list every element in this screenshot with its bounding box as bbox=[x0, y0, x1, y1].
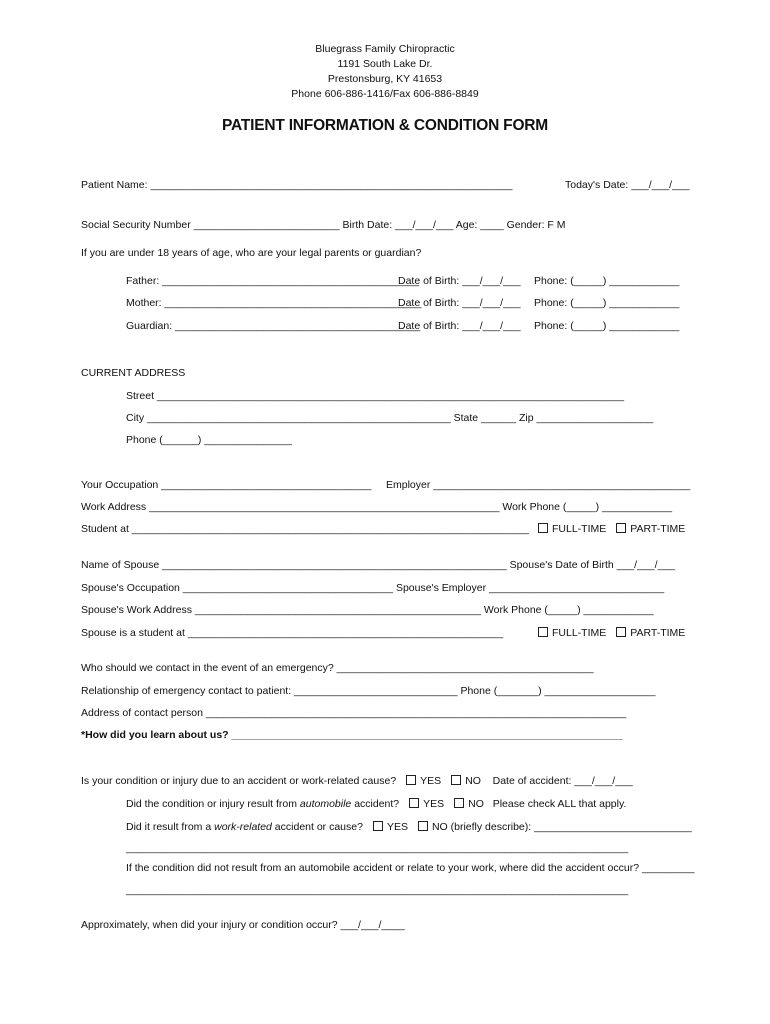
auto-no-checkbox[interactable] bbox=[454, 798, 464, 808]
accident-yes-checkbox[interactable] bbox=[406, 775, 416, 785]
spouse-part-time-label: PART-TIME bbox=[630, 627, 686, 639]
guardian-field[interactable]: Guardian: __________________________________________ bbox=[126, 320, 421, 332]
father-dob-field[interactable]: Date of Birth: ___/___/___ bbox=[398, 275, 521, 287]
mother-dob-field[interactable]: Date of Birth: ___/___/___ bbox=[398, 297, 521, 309]
work-yes-label: YES bbox=[386, 821, 408, 833]
work-address-field[interactable]: Work Address ____________________________________________________________ Work Phone (_____) ____________ bbox=[81, 501, 673, 513]
work-question-prefix: Did it result from a bbox=[126, 821, 215, 833]
father-phone-field[interactable]: Phone: (_____) ____________ bbox=[534, 275, 680, 287]
address-phone-field[interactable]: Phone (______) _______________ bbox=[126, 434, 292, 446]
part-time-label: PART-TIME bbox=[630, 523, 686, 535]
practice-street: 1191 South Lake Dr. bbox=[337, 58, 433, 70]
practice-name: Bluegrass Family Chiropractic bbox=[315, 43, 455, 55]
guardian-phone-field[interactable]: Phone: (_____) ____________ bbox=[534, 320, 680, 332]
relationship-field[interactable]: Relationship of emergency contact to patient: ____________________________ Phone (_______) ___________________ bbox=[81, 685, 656, 697]
street-field[interactable]: Street ________________________________________________________________________________ bbox=[126, 390, 625, 402]
form-title: PATIENT INFORMATION & CONDITION FORM bbox=[221, 117, 549, 134]
contact-address-field[interactable]: Address of contact person ________________________________________________________________________ bbox=[81, 707, 627, 719]
work-no-describe-field[interactable]: NO (briefly describe): ___________________________ bbox=[431, 821, 692, 833]
auto-question-emphasis: automobile bbox=[299, 798, 352, 810]
accident-question: Is your condition or injury due to an accident or work-related cause? bbox=[81, 775, 397, 787]
accident-yes-label: YES bbox=[420, 775, 442, 787]
accident-question-row bbox=[81, 775, 633, 788]
referral-source-field[interactable]: *How did you learn about us? ___________________________________________________________________ bbox=[81, 729, 623, 741]
spouse-student-field[interactable]: Spouse is a student at ______________________________________________________ bbox=[81, 627, 504, 639]
spouse-occupation-field[interactable]: Spouse's Occupation ____________________________________ Spouse's Employer ______________________________ bbox=[81, 582, 665, 594]
accident-no-label: NO bbox=[465, 775, 481, 787]
emergency-contact-field[interactable]: Who should we contact in the event of an emergency? ____________________________________________ bbox=[81, 662, 594, 674]
work-question-emphasis: work-related bbox=[214, 821, 272, 833]
practice-phone: Phone 606-886-1416/Fax 606-886-8849 bbox=[291, 88, 479, 100]
auto-yes-label: YES bbox=[423, 798, 445, 810]
spouse-work-address-field[interactable]: Spouse's Work Address _________________________________________________ Work Phone (_____) ____________ bbox=[81, 604, 654, 616]
city-state-zip-field[interactable]: City ____________________________________________________ State ______ Zip ____________________ bbox=[126, 412, 654, 424]
full-time-checkbox[interactable] bbox=[538, 523, 548, 533]
ssn-birthdate-row[interactable]: Social Security Number _________________________ Birth Date: ___/___/___ Age: ____ Gender: F M bbox=[81, 219, 566, 231]
location-blank-line[interactable]: ______________________________________________________________________________________ bbox=[126, 884, 629, 896]
student-status-options bbox=[528, 523, 685, 536]
describe-blank-line[interactable]: ______________________________________________________________________________________ bbox=[126, 842, 629, 854]
auto-no-label: NO bbox=[468, 798, 484, 810]
patient-name-field[interactable]: Patient Name: ______________________________________________________________ bbox=[81, 179, 513, 191]
accident-location-question[interactable]: If the condition did not result from an automobile accident or relate to your work, where did the accident occur? _________ bbox=[126, 862, 695, 874]
auto-yes-checkbox[interactable] bbox=[409, 798, 419, 808]
auto-question-prefix: Did the condition or injury result from bbox=[126, 798, 300, 810]
work-accident-row bbox=[126, 821, 692, 834]
spouse-part-time-checkbox[interactable] bbox=[616, 627, 626, 637]
full-time-label: FULL-TIME bbox=[552, 523, 607, 535]
student-at-field[interactable]: Student at ____________________________________________________________________ bbox=[81, 523, 529, 535]
under-18-question: If you are under 18 years of age, who are your legal parents or guardian? bbox=[81, 247, 422, 259]
work-question-suffix: accident or cause? bbox=[271, 821, 363, 833]
father-field[interactable]: Father: ____________________________________________ bbox=[126, 275, 420, 287]
practice-city: Prestonsburg, KY 41653 bbox=[327, 73, 443, 85]
spouse-name-field[interactable]: Name of Spouse ___________________________________________________________ Spouse's Date of Birth ___/___/___ bbox=[81, 559, 676, 571]
work-no-checkbox[interactable] bbox=[418, 821, 428, 831]
employer-field[interactable]: Employer ____________________________________________ bbox=[386, 479, 691, 491]
mother-phone-field[interactable]: Phone: (_____) ____________ bbox=[534, 297, 680, 309]
work-yes-checkbox[interactable] bbox=[373, 821, 383, 831]
spouse-full-time-label: FULL-TIME bbox=[552, 627, 607, 639]
injury-date-field[interactable]: Approximately, when did your injury or condition occur? ___/___/____ bbox=[81, 919, 405, 931]
part-time-checkbox[interactable] bbox=[616, 523, 626, 533]
auto-question-suffix: accident? bbox=[351, 798, 400, 810]
please-check-note: Please check ALL that apply. bbox=[492, 798, 627, 810]
auto-accident-row bbox=[126, 798, 626, 811]
todays-date-field[interactable]: Today's Date: ___/___/___ bbox=[565, 179, 690, 191]
spouse-full-time-checkbox[interactable] bbox=[538, 627, 548, 637]
date-of-accident-field[interactable]: Date of accident: ___/___/___ bbox=[492, 775, 633, 787]
occupation-field[interactable]: Your Occupation ____________________________________ bbox=[81, 479, 372, 491]
spouse-student-status-options bbox=[528, 627, 685, 640]
accident-no-checkbox[interactable] bbox=[451, 775, 461, 785]
guardian-dob-field[interactable]: Date of Birth: ___/___/___ bbox=[398, 320, 521, 332]
current-address-heading: CURRENT ADDRESS bbox=[81, 367, 186, 379]
mother-field[interactable]: Mother: ____________________________________________ bbox=[126, 297, 422, 309]
